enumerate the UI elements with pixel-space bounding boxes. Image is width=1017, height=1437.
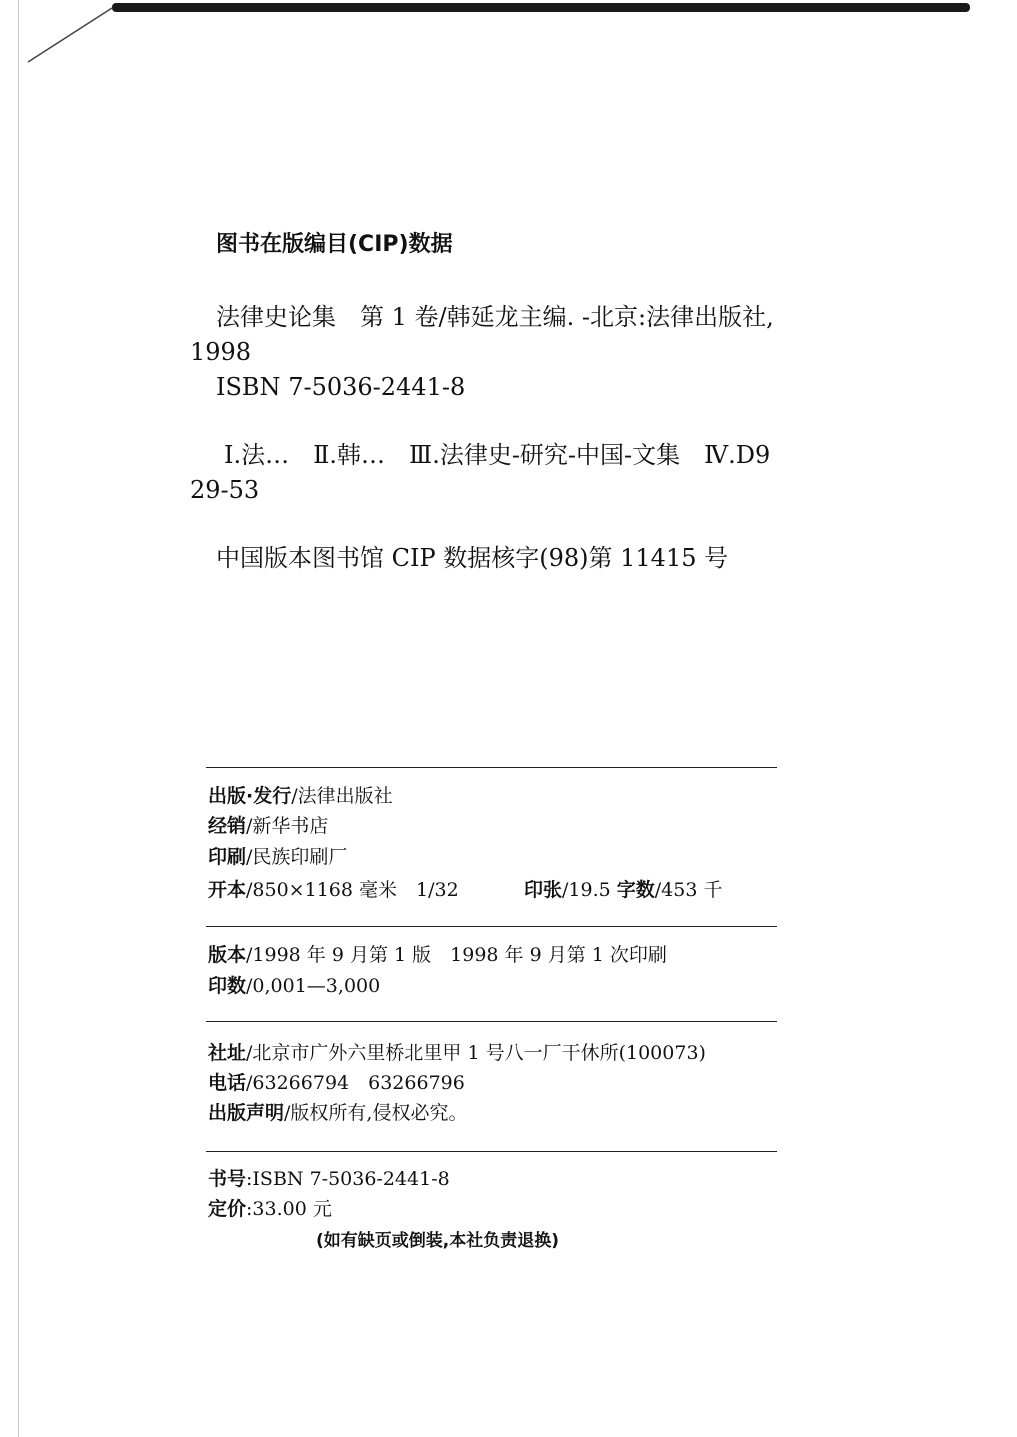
- distributor-label: 经销: [208, 815, 247, 837]
- return-notice: (如有缺页或倒装,本社负责退换): [316, 1231, 559, 1251]
- distributor-value: /新华书店: [246, 815, 329, 837]
- rights-value: /版权所有,侵权必究。: [284, 1102, 468, 1124]
- sheets-value: /19.5: [562, 879, 617, 901]
- cip-isbn: ISBN 7-5036-2441-8: [216, 373, 466, 401]
- printer-value: /民族印刷厂: [246, 846, 348, 868]
- edition-label: 版本: [208, 944, 247, 966]
- sheets-row: [524, 881, 723, 900]
- phone-value: /63266794 63266796: [246, 1072, 465, 1094]
- format-label: 开本: [208, 879, 247, 901]
- address-row: [208, 1044, 706, 1063]
- address-label: 社址: [208, 1042, 247, 1064]
- distributor-row: [208, 817, 328, 836]
- divider-line: [206, 926, 777, 927]
- book-number-value: :ISBN 7-5036-2441-8: [246, 1168, 450, 1190]
- sheets-label: 印张: [524, 879, 563, 901]
- wordcount-label: 字数: [616, 879, 655, 901]
- address-value: /北京市广外六里桥北里甲 1 号八一厂干休所(100073): [246, 1042, 706, 1064]
- edition-value: /1998 年 9 月第 1 版 1998 年 9 月第 1 次印刷: [246, 944, 667, 966]
- cip-classification: Ⅰ.法… Ⅱ.韩… Ⅲ.法律史-研究-中国-文集 Ⅳ.D9: [224, 441, 771, 469]
- cip-year: 1998: [190, 338, 252, 366]
- print-run-value: /0,001—3,000: [246, 975, 381, 997]
- divider-line: [206, 1021, 777, 1022]
- scan-left-edge: [18, 0, 19, 1437]
- edition-row: [208, 946, 667, 965]
- cip-classification-cont: 29-53: [190, 476, 260, 504]
- format-value: /850×1168 毫米 1/32: [246, 879, 459, 901]
- publisher-row: [208, 787, 393, 806]
- rights-label: 出版声明: [208, 1102, 285, 1124]
- print-run-row: [208, 977, 380, 996]
- wordcount-value: /453 千: [654, 879, 723, 901]
- price-value: :33.00 元: [246, 1198, 332, 1220]
- price-row: [208, 1200, 332, 1219]
- printer-label: 印刷: [208, 846, 247, 868]
- publisher-label: 出版·发行: [208, 785, 292, 807]
- cip-verification: 中国版本图书馆 CIP 数据核字(98)第 11415 号: [216, 544, 729, 572]
- scan-corner-mark: [0, 0, 120, 80]
- price-label: 定价: [208, 1198, 247, 1220]
- phone-label: 电话: [208, 1072, 247, 1094]
- publisher-value: /法律出版社: [291, 785, 393, 807]
- cip-title-line: 法律史论集 第 1 卷/韩延龙主编. -北京:法律出版社,: [216, 303, 774, 331]
- book-number-row: [208, 1170, 450, 1189]
- scan-top-edge: [112, 3, 970, 12]
- rights-row: [208, 1104, 467, 1123]
- format-row: [208, 881, 459, 900]
- printer-row: [208, 848, 347, 867]
- cip-title: 图书在版编目(CIP)数据: [216, 232, 453, 257]
- divider-line: [206, 1151, 777, 1152]
- phone-row: [208, 1074, 465, 1093]
- divider-line: [206, 767, 777, 768]
- book-number-label: 书号: [208, 1168, 247, 1190]
- print-run-label: 印数: [208, 975, 247, 997]
